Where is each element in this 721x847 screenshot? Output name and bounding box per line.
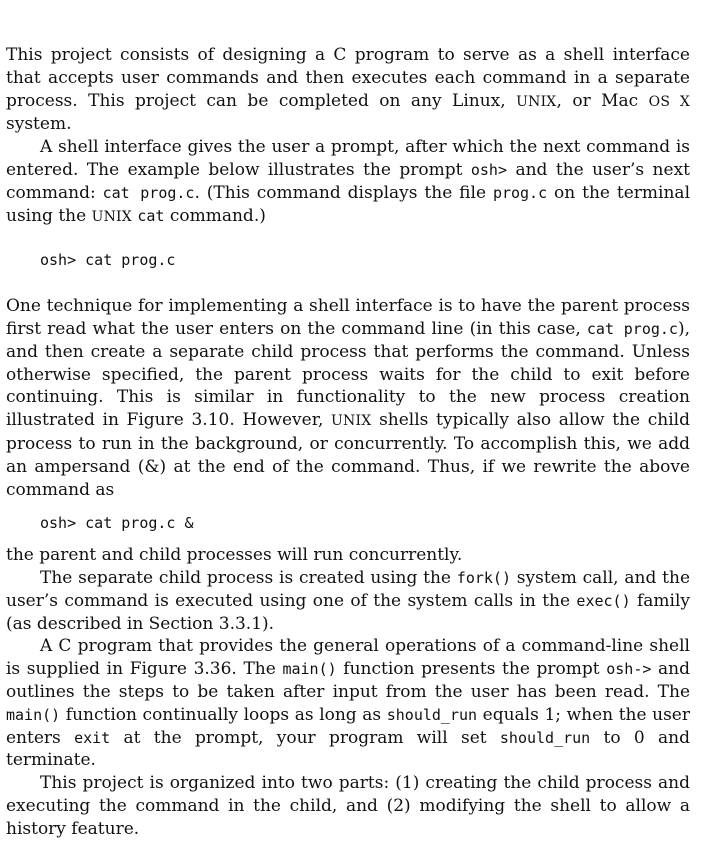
text-run: A shell interface gives the user a prompt, after which the next command is entered. The example below illustrates the prompt	[6, 137, 690, 180]
code-inline: should_run	[386, 705, 478, 724]
code-inline: should_run	[499, 728, 591, 747]
smallcaps-osx: OS X	[648, 93, 690, 110]
paragraph-concurrent	[6, 544, 690, 567]
code-inline: exec()	[576, 591, 631, 610]
text-run: family (as described in Section 3.3.1).	[6, 590, 690, 634]
text-run: function continually loops as long as	[60, 704, 387, 725]
text-run: to 0 and terminate.	[6, 727, 691, 771]
paragraph-intro	[6, 44, 690, 136]
text-run: system.	[6, 114, 72, 135]
text-run: command.)	[164, 205, 266, 226]
text-run: the parent and child processes will run concurrently.	[6, 545, 463, 566]
code-inline: cat	[137, 206, 165, 225]
paragraph-shell-prompt	[6, 136, 690, 228]
code-inline: prog.c	[492, 183, 548, 202]
text-run: shells typically also allow the child process to run in the background, or concurrently. To accomplish this, we add an ampersand (&) at the end of the command. Thus, if we rewrite the above command as	[6, 410, 690, 500]
code-inline: main()	[6, 705, 61, 724]
code-inline: cat prog.c	[102, 183, 195, 202]
text-run: . (This command displays the file	[194, 182, 493, 203]
text-run: at the prompt, your program will set	[110, 727, 500, 748]
code-inline: osh>	[470, 160, 507, 179]
code-inline: exit	[74, 728, 111, 747]
text-run: ), and then create a separate child process that performs the command. Unless otherwise specified, the parent process waits for the child to exit before continuing. This is similar in functionality to the new process creation illustrated in Figure 3.10. However,	[6, 318, 690, 431]
text-run: function presents the prompt	[336, 659, 607, 680]
code-example-2: osh> cat prog.c &	[40, 514, 194, 533]
text-run: on the terminal using the	[6, 182, 691, 226]
text-run: equals 1; when the user enters	[6, 704, 690, 748]
code-inline: cat prog.c	[586, 319, 678, 338]
text-run: and outlines the steps to be taken after input from the user has been read. The	[6, 659, 691, 702]
text-run: and the user’s next command:	[6, 159, 690, 203]
document-page	[6, 44, 690, 841]
code-inline: osh->	[606, 660, 652, 679]
paragraph-technique	[6, 295, 690, 501]
smallcaps-unix: UNIX	[91, 208, 132, 225]
text-run: , or Mac	[556, 90, 649, 111]
code-example-1: osh> cat prog.c	[40, 251, 176, 270]
text-run: This project consists of designing a C program to serve as a shell interface that accepts user commands and then executes each command in a separate process. This project can be completed on any Linux,	[6, 45, 690, 111]
smallcaps-unix: UNIX	[516, 93, 557, 110]
paragraph-project-parts	[6, 772, 690, 840]
text-run: The separate child process is created using the	[40, 567, 457, 588]
code-inline: fork()	[456, 568, 511, 587]
text-run: One technique for implementing a shell interface is to have the parent process first read what the user enters on the command line (in this case,	[6, 296, 690, 339]
smallcaps-unix: UNIX	[331, 413, 372, 430]
text-run: system call, and the user’s command is executed using one of the system calls in the	[6, 567, 690, 611]
text-run: This project is organized into two parts: (1) creating the child process and executing the command in the child, and (2) modifying the shell to allow a history feature.	[6, 773, 690, 839]
code-inline: main()	[282, 660, 337, 679]
paragraph-main-function	[6, 635, 690, 772]
text-run: A C program that provides the general operations of a command-line shell is supplied in Figure 3.36. The	[6, 636, 690, 680]
paragraph-fork	[6, 567, 690, 635]
